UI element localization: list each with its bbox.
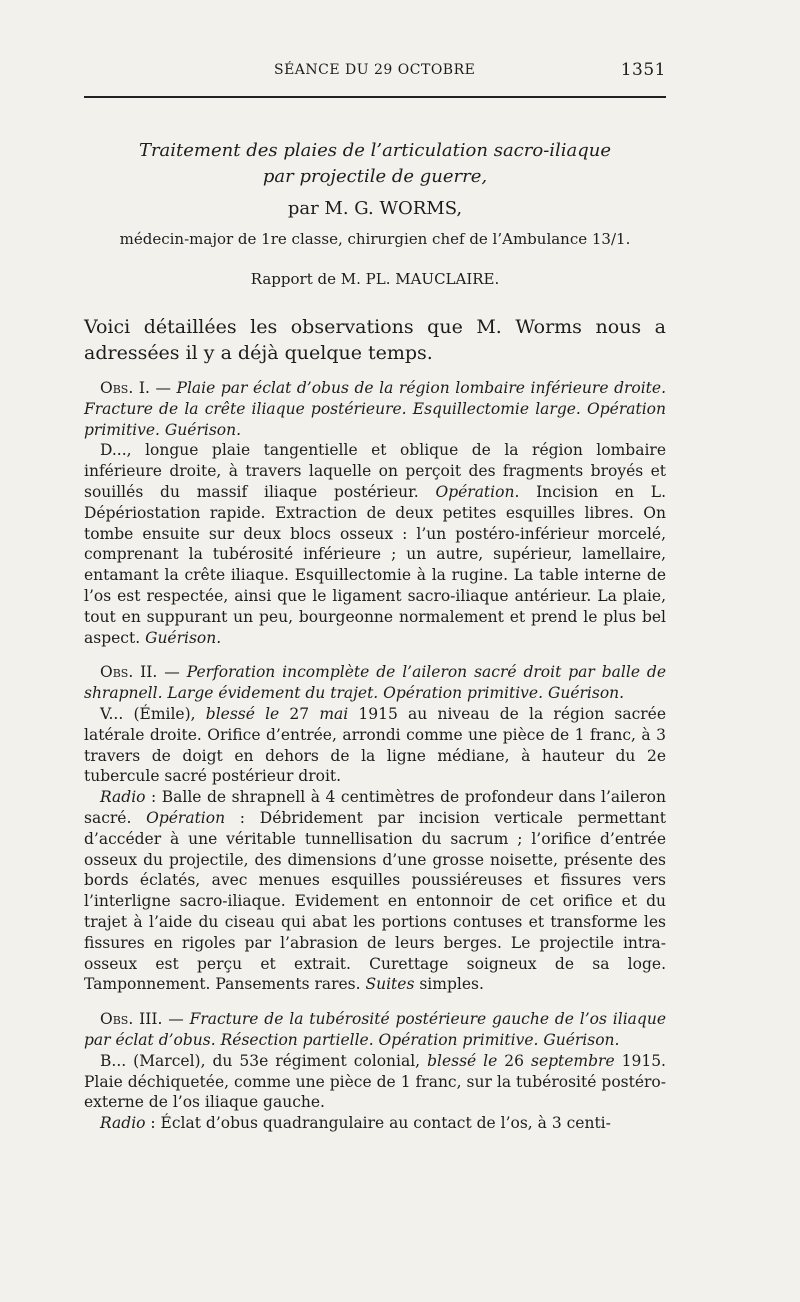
obs2-text-g: : Débridement par incision verticale permettant d’accéder à une véritable tunnellisation du sacrum ; l’orifice d’entrée osseux du projectile, des dimensions d’une grosse noisette, présente des bords éclatés, avec menues esquilles poussiéreuses et fissures vers l’interligne sacro-iliaque. Evidement en entonnoir de cet orifice et du trajet à l’aide du ciseau qui abat les portions contuses et transforme les fissures en rigoles par l’abrasion de leurs berges. Le projectile intra-osseux est perçu et extrait. Curettage soigneux de sa loge. Tamponnement. Pansements rares. (84, 808, 667, 994)
obs2-paragraph-1 (84, 704, 666, 787)
obs1-label: Obs. I. (100, 379, 150, 397)
article-title-line-2: par projectile de guerre, (262, 166, 488, 187)
running-title: SÉANCE DU 29 OCTOBRE (274, 62, 476, 78)
obs1-text-d: Guérison. (145, 628, 222, 647)
article-title-line-1: Traitement des plaies de l’articulation sacro-iliaque (138, 140, 612, 161)
obs2-text-h: simples. (414, 975, 484, 994)
obs2-heading (84, 662, 666, 704)
obs2-text-c: 27 (279, 704, 320, 723)
obs3-text-d: septembre (530, 1051, 615, 1070)
obs2-text-f: : Balle de shrapnell à 4 centimètres de profondeur dans l’aileron sacré. (84, 788, 666, 827)
obs1-text-c: . Incision en L. Dépériostation rapide. Extraction de deux petites esquilles libres. On tombe ensuite sur deux blocs osseux : l’un postéro-inférieur morcelé, comprenant la tubérosité inférieure ; un autre, supérieur, lamellaire, entamant la crête iliaque. Esquillectomie à la rugine. La table interne de l’os est respectée, ainsi que le ligament sacro-iliaque antérieur. La plaie, tout en suppurant un peu, bourgeonne normalement et prend le plus bel aspect. (84, 482, 666, 647)
obs1-heading (84, 378, 666, 440)
obs3-text-f: : Éclat d’obus quadrangulaire au contact de l’os, à 3 centi- (145, 1114, 611, 1133)
author-line: par M. G. WORMS, (287, 198, 463, 219)
obs1-title: Plaie par éclat d’obus de la région lombaire inférieure droite. Fracture de la crête iliaque postérieure. Esquillectomie large. Opération primitive. Guérison. (84, 379, 667, 439)
obs3-paragraph-2 (84, 1113, 666, 1134)
obs1-paragraph (84, 440, 666, 648)
obs2-radio: Radio (100, 788, 146, 807)
obs2-title: Perforation incomplète de l’aileron sacré droit par balle de shrapnell. Large évidement du trajet. Opération primitive. Guérison. (84, 663, 667, 703)
obs2-operation: Opération (146, 808, 226, 827)
obs3-heading (84, 1009, 666, 1051)
obs2-label: Obs. II. (100, 663, 158, 682)
obs2-paragraph-2 (84, 787, 666, 995)
obs3-text-b: blessé le (427, 1051, 498, 1070)
obs3-label: Obs. III. (100, 1010, 163, 1029)
intro-paragraph: Voici détaillées les observations que M. Worms nous a adressées il y a déjà quelque temps. (84, 316, 666, 364)
obs3-text-a: B... (Marcel), du 53e régiment colonial, (100, 1051, 428, 1070)
obs3-paragraph-1 (84, 1051, 666, 1113)
obs2-text-e: 1915 au niveau de la région sacrée latérale droite. Orifice d’entrée, arrondi comme une pièce de 1 franc, à 3 travers de doigt en dehors de la ligne médiane, à hauteur du 2e tubercule sacré postérieur droit. (84, 704, 667, 786)
obs1-separator: — (149, 379, 177, 397)
obs3-text-e: 1915. Plaie déchiquetée, comme une pièce de 1 franc, sur la tubérosité postéro-externe de l’os iliaque gauche. (84, 1051, 666, 1112)
header-rule (84, 96, 666, 98)
obs1-text-b: Opération (435, 482, 515, 501)
article-title (84, 138, 666, 190)
obs2-suites: Suites (365, 975, 415, 994)
obs2-separator: — (157, 663, 187, 682)
author-affiliation: médecin-major de 1re classe, chirurgien chef de l’Ambulance 13/1. (119, 230, 631, 248)
obs3-title: Fracture de la tubérosité postérieure gauche de l’os iliaque par éclat d’obus. Résection partielle. Opération primitive. Guérison. (84, 1010, 666, 1049)
article-body (84, 378, 666, 1134)
obs2-text-a: V... (Émile), (100, 704, 206, 723)
page-number: 1351 (620, 60, 666, 80)
obs2-text-d: mai (319, 704, 349, 723)
obs1-text-a: D..., longue plaie tangentielle et oblique de la région lombaire inférieure droite, à travers laquelle on perçoit des fragments broyés et souillés du massif iliaque postérieur. (84, 441, 666, 501)
obs3-radio: Radio (100, 1114, 146, 1133)
obs2-text-b: blessé le (205, 704, 280, 723)
obs3-text-c: 26 (497, 1051, 531, 1070)
report-line: Rapport de M. PL. MAUCLAIRE. (250, 270, 500, 288)
obs3-separator: — (162, 1010, 190, 1029)
